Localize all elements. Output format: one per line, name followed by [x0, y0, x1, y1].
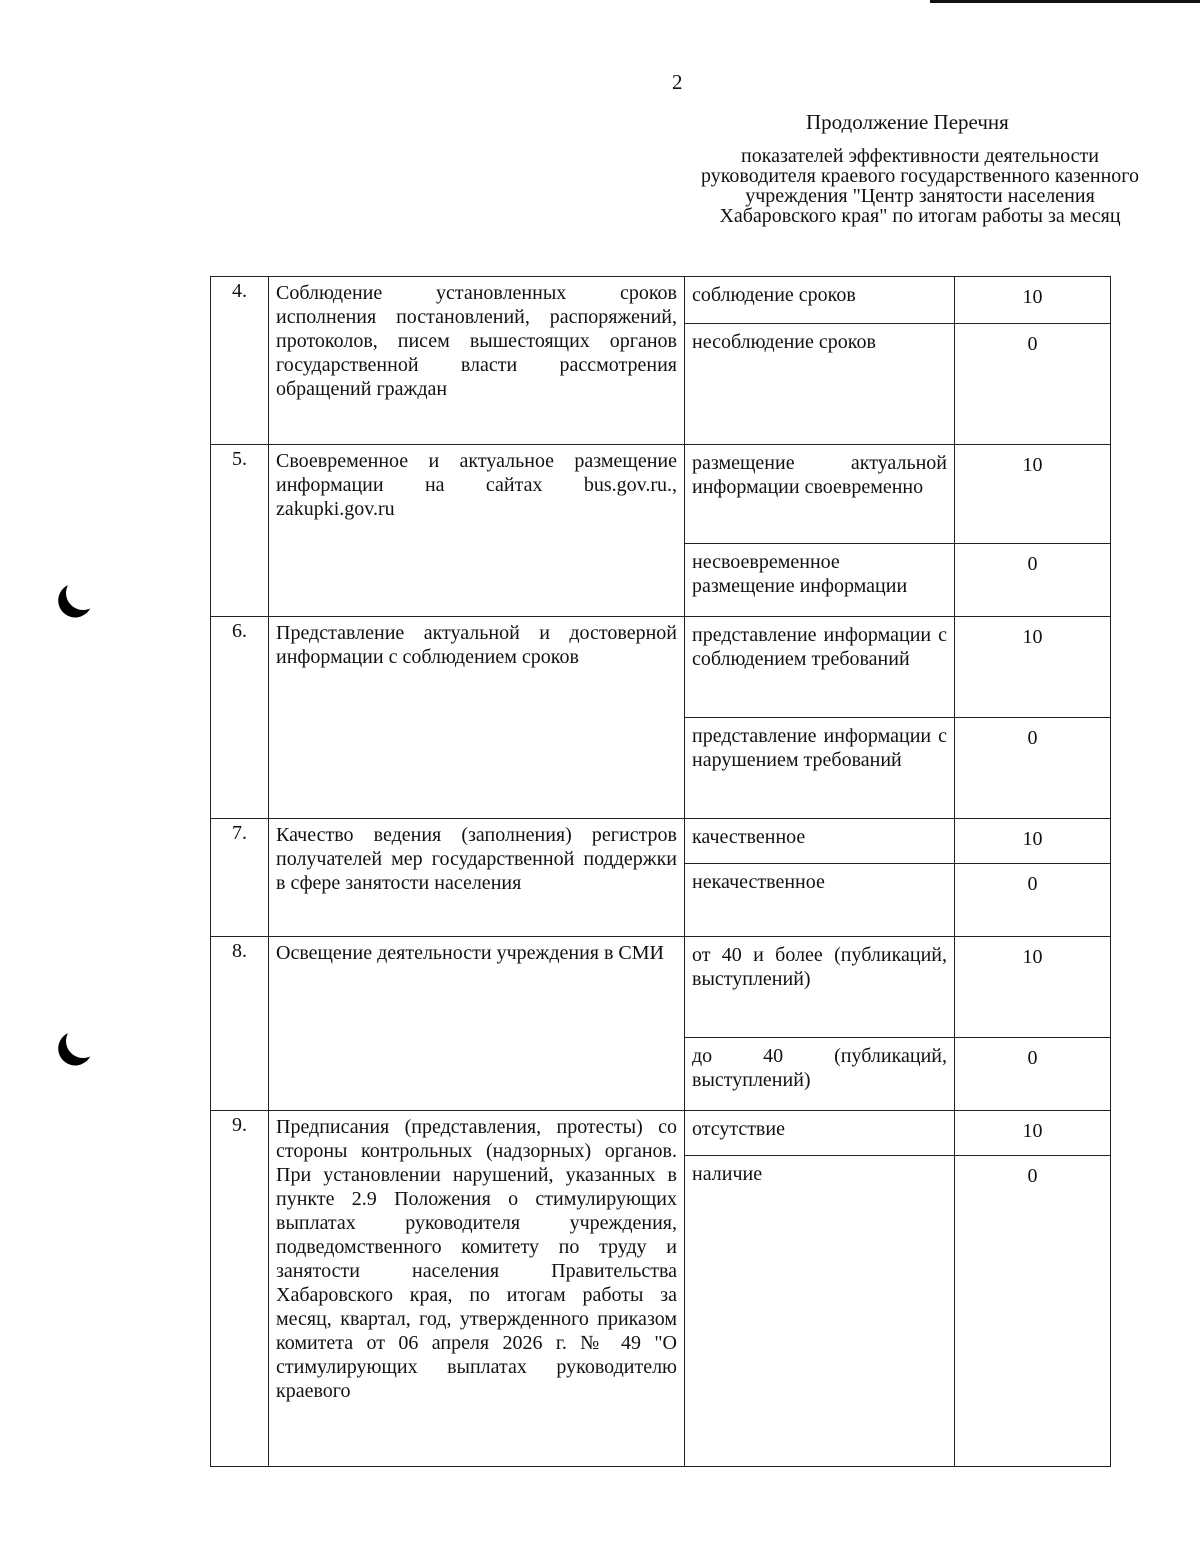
condition-cell: от 40 и более (публикаций, выступлений): [685, 937, 955, 1038]
condition-cell: наличие: [685, 1156, 955, 1467]
score-cell: 10: [955, 937, 1111, 1038]
table-row: [211, 277, 1111, 324]
hole-punch-mark: [63, 573, 102, 612]
row-number: 9.: [211, 1111, 269, 1467]
condition-cell: размещение актуальной информации своевременно: [685, 445, 955, 544]
row-number: 8.: [211, 937, 269, 1111]
indicators-table: [210, 276, 1111, 1467]
score-cell: 10: [955, 819, 1111, 864]
score-cell: 0: [955, 1038, 1111, 1111]
criterion-cell: Соблюдение установленных сроков исполнения постановлений, распоряжений, протоколов, писем вышестоящих органов государственной власти рассмотрения обращений граждан: [269, 277, 685, 445]
page-subheading: показателей эффективности деятельности руководителя краевого государственного казенного учреждения "Центр занятости населения Хабаровского края" по итогам работы за месяц: [700, 145, 1140, 227]
condition-cell: до 40 (публикаций, выступлений): [685, 1038, 955, 1111]
condition-cell: представление информации с соблюдением требований: [685, 617, 955, 718]
page-number: 2: [672, 70, 683, 94]
row-number: 4.: [211, 277, 269, 445]
row-number: 6.: [211, 617, 269, 819]
table-row: [211, 1111, 1111, 1156]
row-number: 5.: [211, 445, 269, 617]
score-cell: 0: [955, 1156, 1111, 1467]
criterion-cell: Своевременное и актуальное размещение информации на сайтах bus.gov.ru., zakupki.gov.ru: [269, 445, 685, 617]
condition-cell: несвоевременное размещение информации: [685, 544, 955, 617]
condition-cell: представление информации с нарушением требований: [685, 718, 955, 819]
criterion-cell: Представление актуальной и достоверной информации с соблюдением сроков: [269, 617, 685, 819]
condition-cell: отсутствие: [685, 1111, 955, 1156]
criterion-cell: Качество ведения (заполнения) регистров получателей мер государственной поддержки в сфере занятости населения: [269, 819, 685, 937]
condition-cell: соблюдение сроков: [685, 277, 955, 324]
criterion-cell: Предписания (представления, протесты) со стороны контрольных (надзорных) органов. При установлении нарушений, указанных в пункте 2.9 Положения о стимулирующих выплатах руководителя учреждения, подведомственного комитету по труду и занятости населения Правительства Хабаровского края, по итогам работы за месяц, квартал, год, утвержденного приказом комитета от 06 апреля 2026 г. № 49 "О стимулирующих выплатах руководителю краевого: [269, 1111, 685, 1467]
score-cell: 0: [955, 864, 1111, 937]
condition-cell: качественное: [685, 819, 955, 864]
score-cell: 0: [955, 718, 1111, 819]
condition-cell: некачественное: [685, 864, 955, 937]
score-cell: 10: [955, 445, 1111, 544]
table-row: [211, 445, 1111, 544]
score-cell: 10: [955, 1111, 1111, 1156]
condition-cell: несоблюдение сроков: [685, 324, 955, 445]
criterion-cell: Освещение деятельности учреждения в СМИ: [269, 937, 685, 1111]
scan-edge-line: [930, 0, 1200, 3]
score-cell: 0: [955, 324, 1111, 445]
page-heading: Продолжение Перечня: [806, 110, 1009, 134]
score-cell: 10: [955, 277, 1111, 324]
table-row: [211, 819, 1111, 864]
hole-punch-mark: [63, 1021, 102, 1060]
score-cell: 0: [955, 544, 1111, 617]
score-cell: 10: [955, 617, 1111, 718]
table-row: [211, 937, 1111, 1038]
row-number: 7.: [211, 819, 269, 937]
table-row: [211, 617, 1111, 718]
